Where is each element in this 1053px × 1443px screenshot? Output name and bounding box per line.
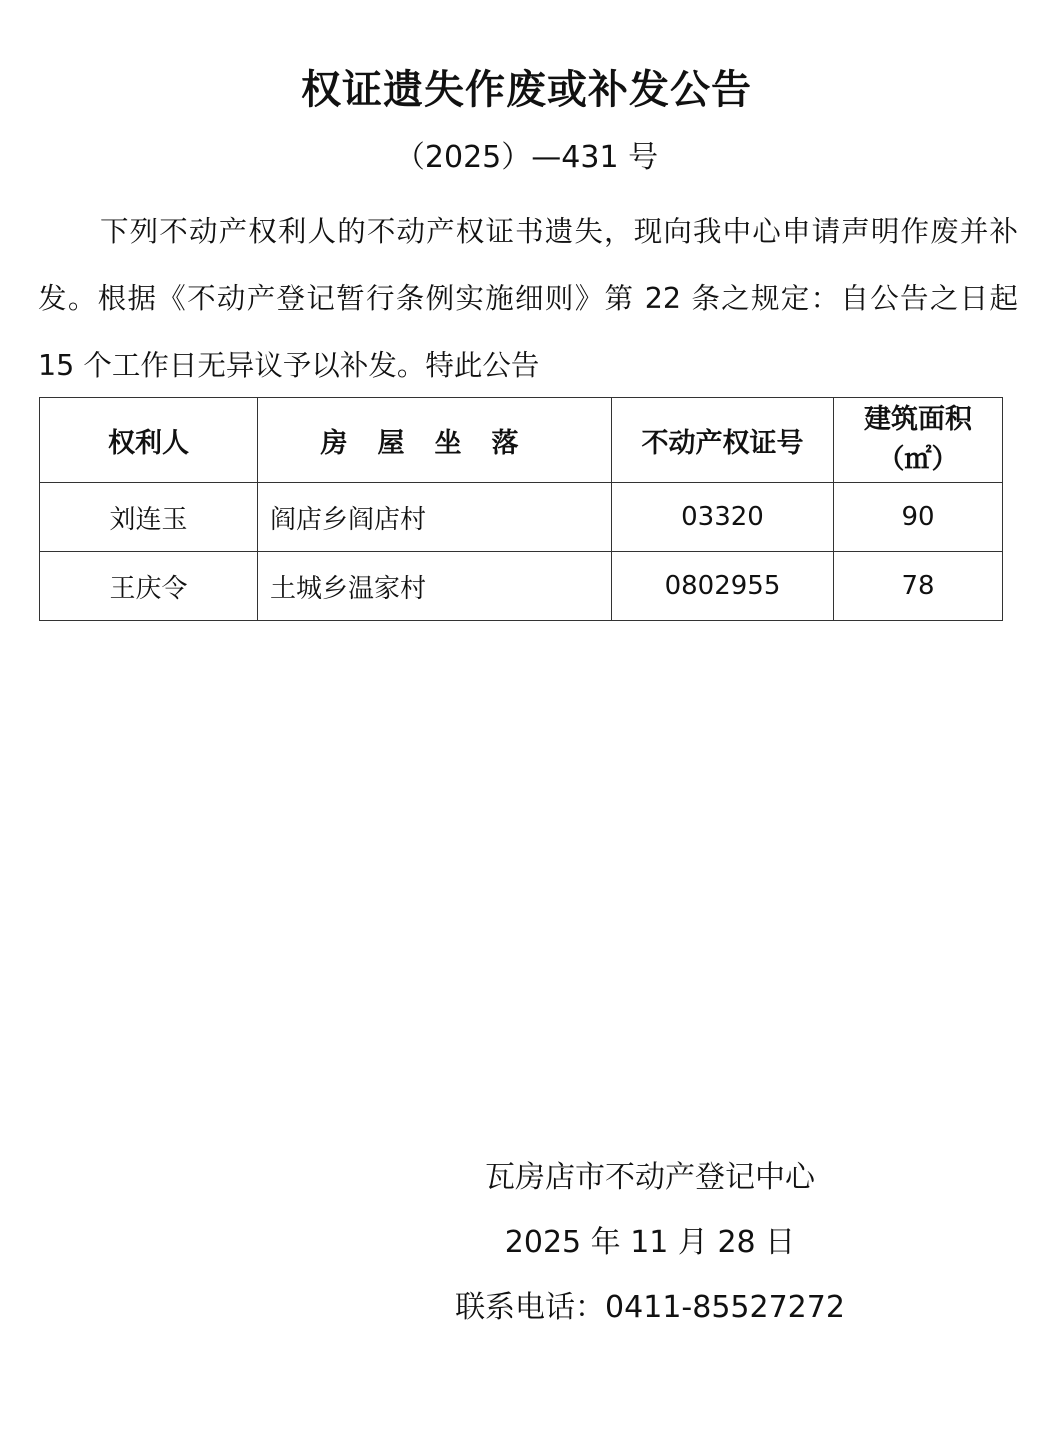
notice-title: 权证遗失作废或补发公告 <box>301 67 752 113</box>
cell-area: 90 <box>834 483 1003 552</box>
cell-holder: 刘连玉 <box>40 483 258 552</box>
notice-number: （2025）—431 号 <box>394 140 659 175</box>
header-cert-no: 不动产权证号 <box>612 398 834 483</box>
table-row <box>40 483 1003 552</box>
cell-location: 阎店乡阎店村 <box>258 483 612 552</box>
contact-phone: 联系电话：0411-85527272 <box>455 1290 845 1325</box>
issuing-organization: 瓦房店市不动产登记中心 <box>485 1160 815 1195</box>
table-row <box>40 552 1003 621</box>
cell-cert-no: 0802955 <box>612 552 834 621</box>
cell-holder: 王庆令 <box>40 552 258 621</box>
cell-cert-no: 03320 <box>612 483 834 552</box>
notice-body: 下列不动产权利人的不动产权证书遗失，现向我中心申请声明作废并补发。根据《不动产登记暂行条例实施细则》第 22 条之规定：自公告之日起 15 个工作日无异议予以补发。特此公告 <box>38 215 1018 382</box>
header-location: 房屋坐落 <box>258 398 612 483</box>
header-area-label: 建筑面积 <box>864 404 972 435</box>
cell-location: 土城乡温家村 <box>258 552 612 621</box>
cell-area: 78 <box>834 552 1003 621</box>
header-area-unit: （㎡） <box>877 444 959 475</box>
table-header-row <box>40 398 1003 483</box>
header-area <box>834 398 1003 483</box>
records-table <box>39 397 1003 621</box>
header-holder: 权利人 <box>40 398 258 483</box>
issue-date: 2025 年 11 月 28 日 <box>504 1225 796 1260</box>
